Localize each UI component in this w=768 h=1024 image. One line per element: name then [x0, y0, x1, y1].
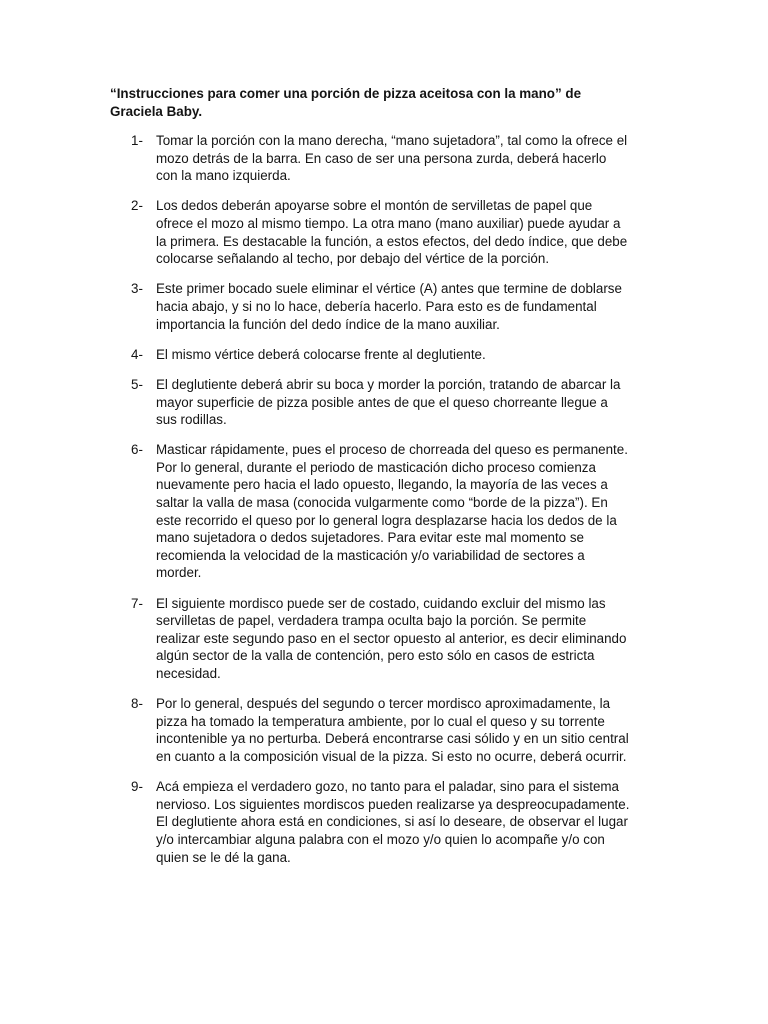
item-text: [156, 280, 665, 333]
item-text-line: nervioso. Los siguientes mordiscos pueden realizarse ya despreocupadamente.: [156, 796, 630, 812]
item-text-line: servilletas de papel, verdadera trampa oculta bajo la porción. Se permite: [156, 613, 587, 629]
item-text: [156, 595, 665, 683]
item-text-line: mayor superficie de pizza posible antes de que el queso chorreante llegue a: [156, 394, 608, 410]
item-text-line: sus rodillas.: [156, 412, 227, 428]
item-text-line: quien se le dé la gana.: [156, 849, 291, 865]
item-text-line: Este primer bocado suele eliminar el vértice (A) antes que termine de doblarse: [156, 281, 622, 297]
list-item: [110, 346, 665, 364]
item-text-line: importancia la función del dedo índice de la mano auxiliar.: [156, 316, 500, 332]
item-text-line: Masticar rápidamente, pues el proceso de chorreada del queso es permanente.: [156, 442, 628, 458]
list-item: [110, 132, 665, 185]
item-text-line: mozo detrás de la barra. En caso de ser una persona zurda, deberá hacerlo: [156, 150, 607, 166]
item-number: 3-: [131, 281, 143, 297]
item-text: [156, 441, 665, 582]
item-text-line: nuevamente pero hacia el lado opuesto, llegando, la mayoría de las veces a: [156, 477, 608, 493]
item-text-line: incontenible ya no perturba. Deberá encontrarse casi sólido y en un sitio central: [156, 731, 629, 747]
item-text-line: necesidad.: [156, 666, 221, 681]
item-text-line: en cuanto a la composición visual de la pizza. Si esto no ocurre, deberá ocurrir.: [156, 748, 627, 764]
item-text: [156, 197, 665, 267]
item-number: 9-: [131, 779, 143, 795]
list-item: [110, 595, 665, 683]
item-text-line: y/o intercambiar alguna palabra con el mozo y/o quien lo acompañe y/o con: [156, 831, 605, 847]
item-text-line: Tomar la porción con la mano derecha, “mano sujetadora”, tal como la ofrece el: [156, 133, 628, 148]
item-text-line: hacia abajo, y si no lo hace, debería hacerlo. Para esto es de fundamental: [156, 298, 597, 314]
item-text: [156, 695, 665, 765]
item-number: 6-: [131, 442, 143, 458]
item-text: [156, 346, 665, 364]
item-number: 7-: [131, 595, 143, 611]
item-text-line: El siguiente mordisco puede ser de costado, cuidando excluir del mismo las: [156, 595, 606, 611]
list-item: [110, 280, 665, 333]
item-text-line: pizza ha tomado la temperatura ambiente, por lo cual el queso y su torrente: [156, 713, 605, 729]
item-text-line: Por lo general, después del segundo o tercer mordisco aproximadamente, la: [156, 696, 611, 712]
item-text-line: este recorrido el queso por lo general logra desplazarse hacia los dedos de la: [156, 512, 617, 528]
item-text-line: El mismo vértice deberá colocarse frente al deglutiente.: [156, 346, 486, 362]
item-number: 1-: [131, 133, 143, 148]
item-text-line: ofrece el mozo al mismo tiempo. La otra mano (mano auxiliar) puede ayudar a: [156, 215, 621, 231]
list-item: [110, 441, 665, 582]
instruction-list: [110, 132, 665, 879]
item-text-line: saltar la valla de masa (conocida vulgarmente como “borde de la pizza”). En: [156, 495, 608, 511]
item-number: 4-: [131, 346, 143, 362]
item-text-line: algún sector de la valla de contención, pero esto sólo en casos de estricta: [156, 648, 595, 664]
item-text-line: mano sujetadora o dedos sujetadores. Para evitar este mal momento se: [156, 530, 584, 546]
item-number: 8-: [131, 696, 143, 712]
item-text: [156, 376, 665, 429]
title-line-1: “Instrucciones para comer una porción de pizza aceitosa con la mano” de: [110, 86, 582, 101]
item-text-line: Acá empieza el verdadero gozo, no tanto para el paladar, sino para el sistema: [156, 779, 620, 795]
list-item: [110, 376, 665, 429]
list-item: [110, 197, 665, 267]
title-line-2: Graciela Baby.: [110, 104, 203, 119]
item-text-line: Por lo general, durante el periodo de masticación dicho proceso comienza: [156, 459, 596, 475]
document-title: [110, 85, 670, 121]
item-text-line: El deglutiente deberá abrir su boca y morder la porción, tratando de abarcar la: [156, 376, 621, 392]
item-text-line: El deglutiente ahora está en condiciones, si así lo deseare, de observar el lugar: [156, 814, 628, 830]
item-number: 2-: [131, 198, 143, 214]
item-text-line: recomienda la velocidad de la masticación y/o variabilidad de sectores a: [156, 547, 585, 563]
item-text: [156, 132, 665, 185]
item-text-line: colocarse señalando al techo, por debajo del vértice de la porción.: [156, 251, 550, 267]
item-text-line: Los dedos deberán apoyarse sobre el montón de servilletas de papel que: [156, 198, 593, 214]
list-item: [110, 778, 665, 866]
item-number: 5-: [131, 376, 143, 392]
item-text-line: morder.: [156, 565, 202, 581]
item-text-line: realizar este segundo paso en el sector opuesto al anterior, es decir eliminando: [156, 630, 627, 646]
item-text-line: con la mano izquierda.: [156, 168, 291, 184]
item-text-line: la primera. Es destacable la función, a estos efectos, del dedo índice, que debe: [156, 233, 628, 249]
list-item: [110, 695, 665, 765]
item-text: [156, 778, 665, 866]
